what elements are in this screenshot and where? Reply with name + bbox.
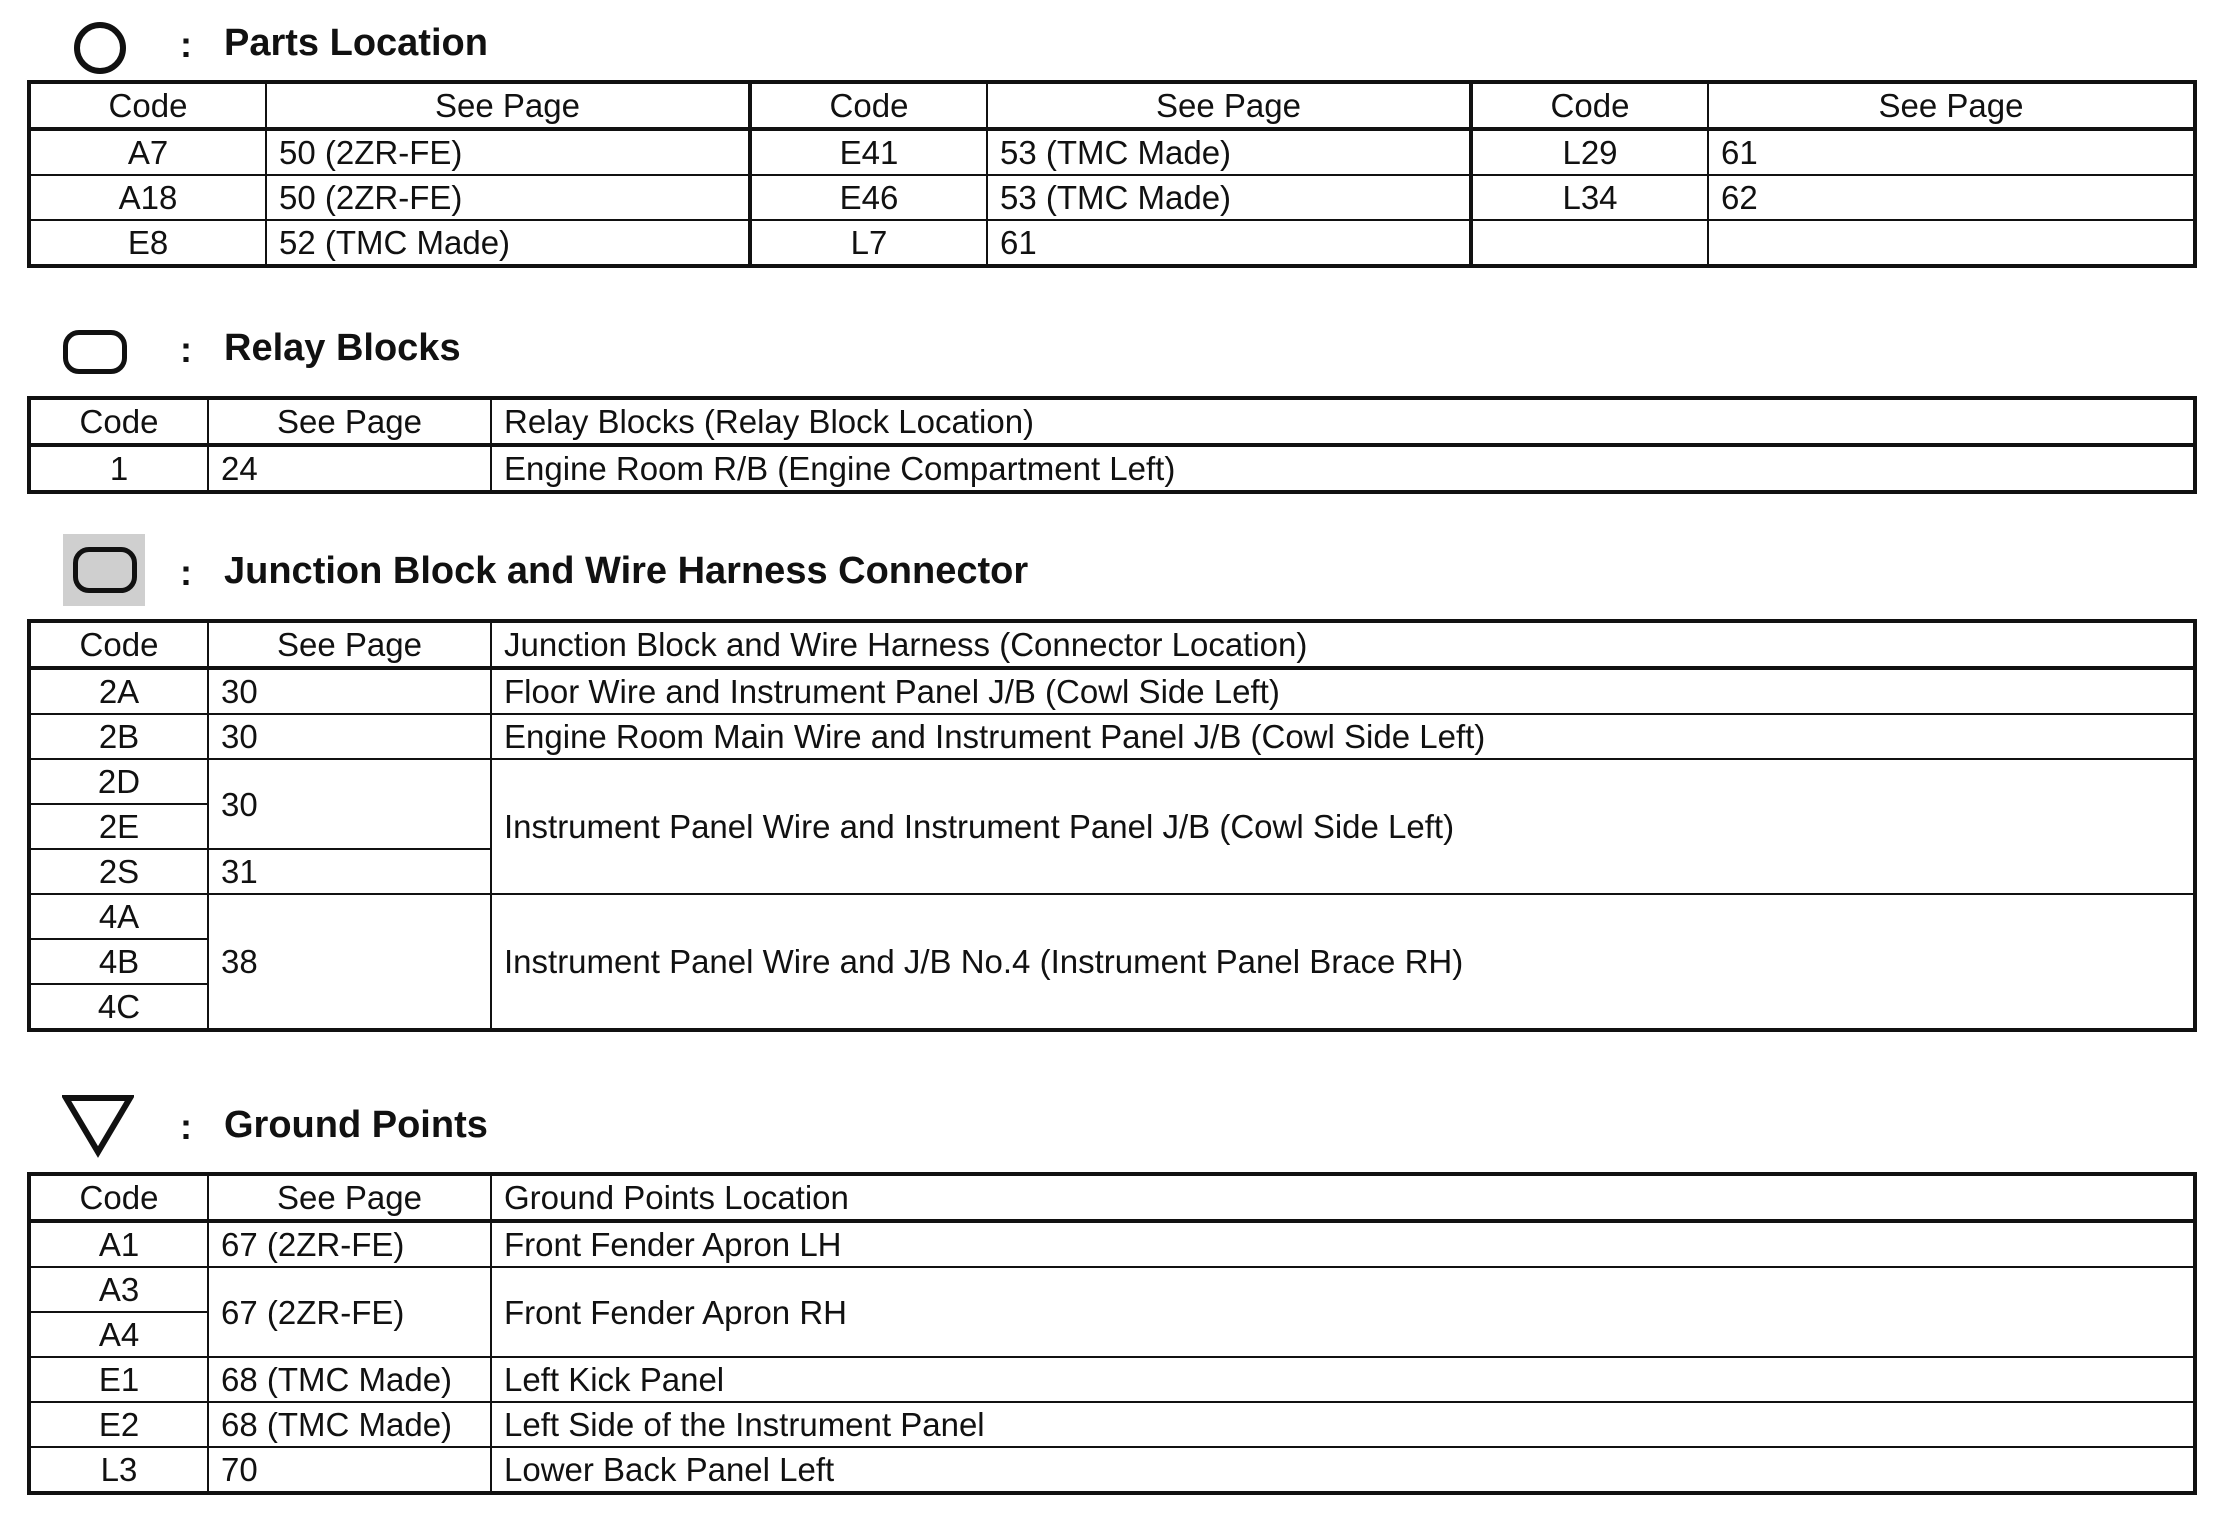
code-cell: A7 — [29, 129, 266, 175]
table-header-row — [29, 621, 2195, 668]
junction-block-title: Junction Block and Wire Harness Connector — [224, 550, 1029, 592]
parts-location-title: Parts Location — [224, 22, 488, 64]
table-row — [29, 1357, 2195, 1402]
table-row — [29, 714, 2195, 759]
relay-blocks-colon: : — [180, 329, 192, 370]
ground-points-title: Ground Points — [224, 1104, 488, 1146]
junction-block-colon: : — [180, 552, 192, 593]
location-cell: Lower Back Panel Left — [491, 1447, 2195, 1493]
page-cell: 52 (TMC Made) — [266, 220, 750, 266]
table-header-row — [29, 398, 2195, 445]
page-cell: 30 — [208, 714, 491, 759]
ground-points-colon: : — [180, 1106, 192, 1147]
code-cell: 2E — [29, 804, 208, 849]
location-cell: Front Fender Apron RH — [491, 1267, 2195, 1357]
code-cell: 4B — [29, 939, 208, 984]
page-cell: 67 (2ZR-FE) — [208, 1267, 491, 1357]
table-row — [29, 1447, 2195, 1493]
table-row — [29, 220, 2195, 266]
relay-blocks-heading — [0, 307, 800, 387]
table-row — [29, 129, 2195, 175]
page-cell: 53 (TMC Made) — [987, 175, 1471, 220]
table-row — [29, 894, 2195, 939]
code-cell: 1 — [29, 445, 208, 492]
junction-block-heading — [0, 530, 1100, 610]
code-cell: E1 — [29, 1357, 208, 1402]
table-row — [29, 445, 2195, 492]
location-cell: Left Side of the Instrument Panel — [491, 1402, 2195, 1447]
page-cell: 30 — [208, 668, 491, 714]
location-cell: Floor Wire and Instrument Panel J/B (Cowl Side Left) — [491, 668, 2195, 714]
code-cell: 2A — [29, 668, 208, 714]
code-cell: E41 — [750, 129, 987, 175]
header-see-page: See Page — [208, 398, 491, 445]
code-cell: 2S — [29, 849, 208, 894]
triangle-down-icon — [62, 1094, 134, 1158]
page-cell: 62 — [1708, 175, 2195, 220]
page-cell: 24 — [208, 445, 491, 492]
code-cell: 2D — [29, 759, 208, 804]
header-code: Code — [29, 398, 208, 445]
table-row — [29, 759, 2195, 804]
page-cell: 68 (TMC Made) — [208, 1357, 491, 1402]
header-see-page: See Page — [208, 1174, 491, 1221]
page-cell: 30 — [208, 759, 491, 849]
ground-points-table — [27, 1172, 2197, 1495]
header-see-page: See Page — [987, 82, 1471, 129]
location-cell: Engine Room R/B (Engine Compartment Left) — [491, 445, 2195, 492]
table-row — [29, 1221, 2195, 1267]
page-cell: 61 — [987, 220, 1471, 266]
header-code: Code — [29, 621, 208, 668]
table-header-row — [29, 1174, 2195, 1221]
code-cell: E46 — [750, 175, 987, 220]
rounded-rect-icon — [63, 330, 127, 374]
header-see-page: See Page — [208, 621, 491, 668]
code-cell: 2B — [29, 714, 208, 759]
header-code: Code — [750, 82, 987, 129]
page-cell: 53 (TMC Made) — [987, 129, 1471, 175]
code-cell: A3 — [29, 1267, 208, 1312]
location-cell: Left Kick Panel — [491, 1357, 2195, 1402]
code-cell: L34 — [1471, 175, 1708, 220]
relay-blocks-title: Relay Blocks — [224, 327, 461, 369]
code-cell: A18 — [29, 175, 266, 220]
parts-location-colon: : — [180, 24, 192, 65]
page-cell: 31 — [208, 849, 491, 894]
header-code: Code — [1471, 82, 1708, 129]
header-location: Junction Block and Wire Harness (Connector Location) — [491, 621, 2195, 668]
header-code: Code — [29, 82, 266, 129]
code-cell: 4C — [29, 984, 208, 1030]
page-cell: 50 (2ZR-FE) — [266, 175, 750, 220]
parts-location-heading — [0, 2, 800, 82]
page-cell: 68 (TMC Made) — [208, 1402, 491, 1447]
page-cell — [1708, 220, 2195, 266]
code-cell: L29 — [1471, 129, 1708, 175]
page-cell: 67 (2ZR-FE) — [208, 1221, 491, 1267]
code-cell: A1 — [29, 1221, 208, 1267]
header-see-page: See Page — [1708, 82, 2195, 129]
page-cell: 61 — [1708, 129, 2195, 175]
code-cell: L3 — [29, 1447, 208, 1493]
code-cell: L7 — [750, 220, 987, 266]
ground-points-heading — [0, 1084, 800, 1164]
table-header-row — [29, 82, 2195, 129]
location-cell: Engine Room Main Wire and Instrument Panel J/B (Cowl Side Left) — [491, 714, 2195, 759]
header-location: Ground Points Location — [491, 1174, 2195, 1221]
code-cell — [1471, 220, 1708, 266]
junction-block-table — [27, 619, 2197, 1032]
location-cell: Instrument Panel Wire and J/B No.4 (Instrument Panel Brace RH) — [491, 894, 2195, 1030]
header-code: Code — [29, 1174, 208, 1221]
page-cell: 70 — [208, 1447, 491, 1493]
code-cell: E2 — [29, 1402, 208, 1447]
code-cell: 4A — [29, 894, 208, 939]
circle-icon — [74, 22, 126, 74]
shaded-rounded-rect-icon — [63, 534, 145, 606]
table-row — [29, 175, 2195, 220]
header-see-page: See Page — [266, 82, 750, 129]
table-row — [29, 1402, 2195, 1447]
location-cell: Instrument Panel Wire and Instrument Panel J/B (Cowl Side Left) — [491, 759, 2195, 894]
code-cell: E8 — [29, 220, 266, 266]
parts-location-table — [27, 80, 2197, 268]
table-row — [29, 1267, 2195, 1312]
relay-blocks-table — [27, 396, 2197, 494]
code-cell: A4 — [29, 1312, 208, 1357]
page-cell: 38 — [208, 894, 491, 1030]
location-cell: Front Fender Apron LH — [491, 1221, 2195, 1267]
header-location: Relay Blocks (Relay Block Location) — [491, 398, 2195, 445]
table-row — [29, 668, 2195, 714]
page-cell: 50 (2ZR-FE) — [266, 129, 750, 175]
